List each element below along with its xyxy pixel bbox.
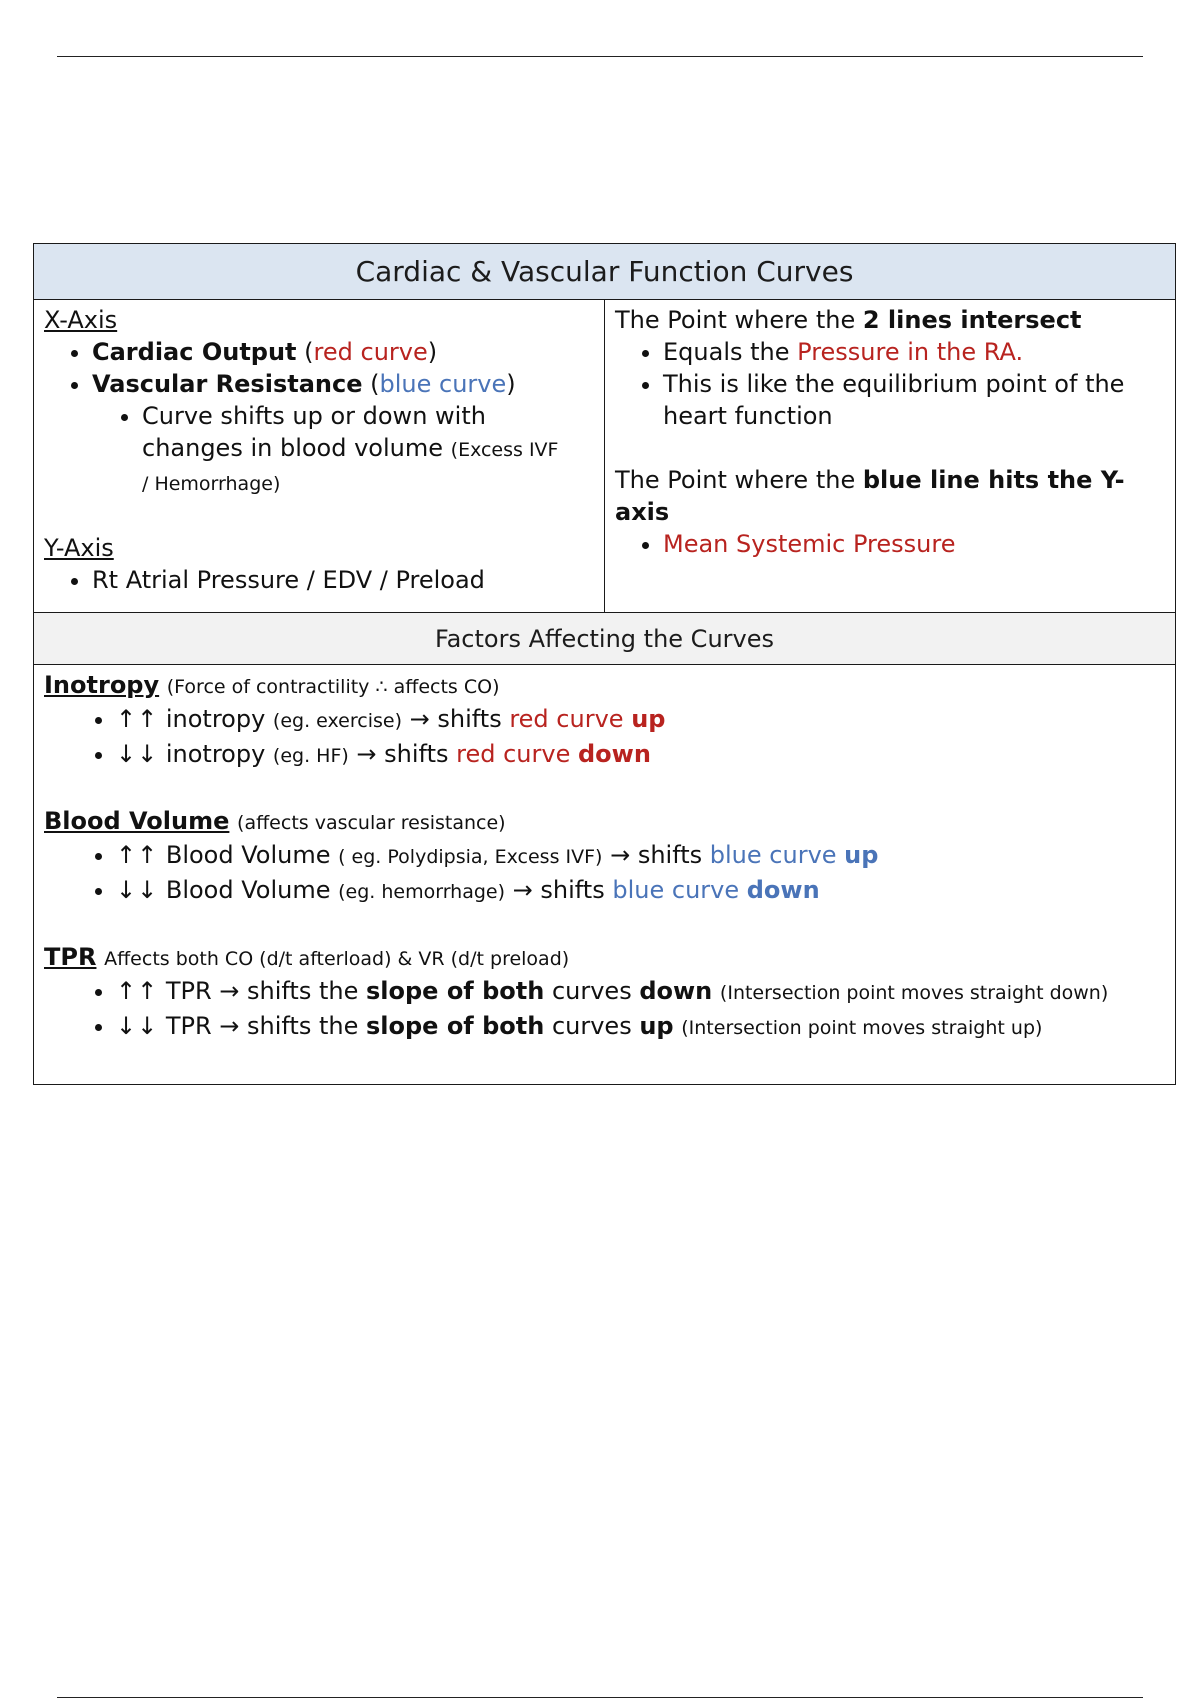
top-rule (57, 56, 1143, 57)
factors-cell (34, 665, 1176, 1085)
list-item: • This is like the equilibrium point of the heart function (663, 368, 1165, 432)
notes-table (33, 243, 1176, 1085)
list-item: • Vascular Resistance (blue curve) • Curve shifts up or down with changes in blood volume (Excess IVF / Hemorrhage) (92, 368, 594, 500)
y-axis-heading: Y-Axis (44, 534, 114, 562)
list-item: • Curve shifts up or down with changes in blood volume (Excess IVF / Hemorrhage) (142, 400, 562, 500)
list-item: • Rt Atrial Pressure / EDV / Preload (92, 564, 594, 596)
intersect-list (615, 336, 1165, 432)
blood-volume-list (44, 839, 1165, 909)
tpr-heading-line: TPR Affects both CO (d/t afterload) & VR (d/t preload) (44, 943, 570, 971)
tpr-list (44, 975, 1165, 1045)
intersect-paragraph: The Point where the 2 lines intersect (615, 306, 1082, 334)
x-axis-heading: X-Axis (44, 306, 118, 334)
sub-list (92, 400, 594, 500)
inotropy-list (44, 703, 1165, 773)
list-item: • ↓↓ Blood Volume (eg. hemorrhage) → shifts blue curve down (116, 874, 1165, 909)
table-title: Cardiac & Vascular Function Curves (34, 244, 1176, 300)
list-item: • Mean Systemic Pressure (663, 528, 1165, 560)
axes-cell (34, 300, 605, 613)
list-item: • ↓↓ inotropy (eg. HF) → shifts red curve down (116, 738, 1165, 773)
blood-volume-heading: Blood Volume (44, 807, 230, 835)
list-item: • ↑↑ TPR → shifts the slope of both curves down (Intersection point moves straight down) (116, 975, 1165, 1010)
inotropy-heading: Inotropy (44, 671, 160, 699)
y-axis-list (44, 564, 594, 596)
tpr-heading: TPR (44, 943, 97, 971)
y-intercept-list (615, 528, 1165, 560)
list-item: • ↑↑ Blood Volume ( eg. Polydipsia, Excess IVF) → shifts blue curve up (116, 839, 1165, 874)
list-item: • ↓↓ TPR → shifts the slope of both curves up (Intersection point moves straight up) (116, 1010, 1165, 1045)
list-item: • Cardiac Output (red curve) (92, 336, 594, 368)
x-axis-list (44, 336, 594, 500)
bottom-rule (57, 1697, 1143, 1698)
list-item: • Equals the Pressure in the RA. (663, 336, 1165, 368)
blood-volume-heading-line: Blood Volume (affects vascular resistance) (44, 807, 506, 835)
section-title: Factors Affecting the Curves (34, 613, 1176, 665)
inotropy-heading-line: Inotropy (Force of contractility ∴ affects CO) (44, 671, 500, 699)
list-item: • ↑↑ inotropy (eg. exercise) → shifts red curve up (116, 703, 1165, 738)
intersect-cell (605, 300, 1176, 613)
y-intercept-paragraph: The Point where the blue line hits the Y-axis (615, 466, 1125, 526)
